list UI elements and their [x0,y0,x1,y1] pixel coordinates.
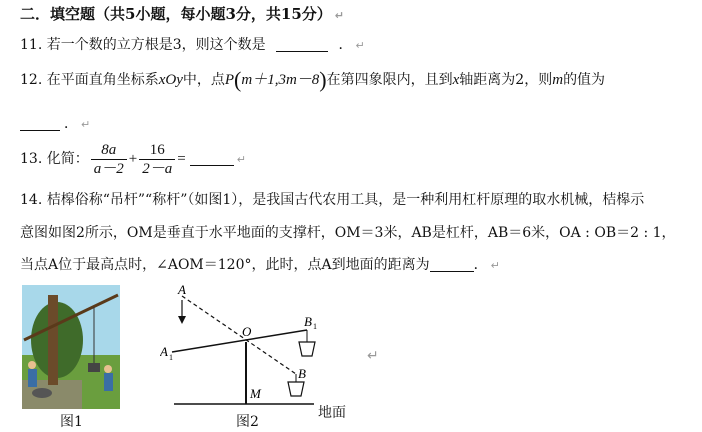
question-14-line-1 [20,190,644,210]
fraction-2-denominator: 2－a [142,160,173,177]
question-14-period: ． [473,257,488,273]
answer-blank-11[interactable] [276,37,328,52]
lever-schematic [160,282,400,412]
label-b: B [298,366,306,381]
fraction-1 [91,141,127,178]
label-a1: A [160,344,168,359]
label-o: O [242,324,252,339]
question-13-number: 13. [20,151,43,167]
coordinate-system-name: xOy [158,72,183,88]
label-a: A [178,282,186,297]
x-axis-symbol: x [452,72,460,88]
close-paren: ) [319,67,327,92]
paragraph-mark-icon: ↵ [334,9,344,22]
question-14-text-2: 意图如图2所示，OM是垂直于水平地面的支撑杆，OM＝3米，AB是杠杆，AB＝6米，OA : OB＝2 : 1， [20,225,676,241]
question-12-answer-line [20,114,90,135]
question-12-text-5: 的值为 [563,72,606,88]
question-14-text-3: 当点A位于最高点时，∠AOM＝120°，此时，点A到地面的距离为 [20,257,430,273]
m-symbol: m [552,72,564,88]
fraction-1-numerator: 8a [91,141,127,160]
paragraph-mark-icon: ↵ [355,39,365,52]
paragraph-mark-icon: ↵ [81,118,91,131]
question-14-line-3 [20,255,500,276]
question-13 [20,140,246,179]
paragraph-mark-icon: ↵ [367,348,379,364]
person-2-body [104,373,113,391]
fraction-2-numerator: 16 [139,141,175,160]
fraction-2 [139,141,175,178]
tree-trunk [48,295,58,385]
question-12-text-2: 中，点 [182,72,225,88]
label-a1-sub: 1 [169,353,173,362]
open-paren: ( [234,67,242,92]
question-14-number: 14. [20,192,43,208]
question-12-text-3: 在第四象限内，且到 [326,72,453,88]
answer-blank-13[interactable] [190,151,234,166]
answer-blank-14[interactable] [430,257,474,272]
question-14-text-1: 桔槔俗称“吊杆”“称杆”（如图1），是我国古代农用工具，是一种利用杠杆原理的取水机械，桔槔示 [46,192,645,208]
question-12-text-1: 在平面直角坐标系 [46,72,159,88]
person-1-body [28,369,37,387]
question-12-number: 12. [20,72,43,88]
label-b1-sub: 1 [313,322,317,331]
question-12-period: ． [64,116,78,132]
fraction-1-denominator: a－2 [93,160,124,177]
plus-sign: + [128,151,138,167]
equals-sign: = [177,151,186,167]
person-2-head [104,365,112,373]
point-p: P [224,72,235,88]
arrow-down-icon [178,316,186,324]
paragraph-mark-icon: ↵ [236,153,246,166]
question-12-text-4: 轴距离为2，则 [459,72,553,88]
well-sweep-illustration [22,285,120,409]
well [32,388,52,398]
ground-label: 地面 [318,405,346,421]
figure-1-illustration [22,285,120,409]
question-11-text: 若一个数的立方根是3，则这个数是 [46,37,266,53]
section-heading-text: 二．填空题（共5小题，每小题3分，共15分） [20,5,332,23]
person-1-head [28,361,36,369]
question-14-line-2 [20,223,676,243]
bucket-b-icon [288,382,304,396]
question-11 [20,35,365,56]
question-11-number: 11. [20,37,43,53]
figure-1-caption: 图1 [60,414,83,430]
label-b1: B [304,314,312,329]
bucket [88,363,100,372]
section-heading [20,4,344,26]
point-coordinates: m＋1,3m－8 [241,72,320,88]
question-13-label: 化简： [46,151,89,167]
paragraph-mark-icon: ↵ [490,259,500,272]
question-11-period: ． [338,37,353,53]
answer-blank-12[interactable] [20,116,60,131]
question-12 [20,67,606,92]
bucket-b1-icon [299,342,315,356]
figure-2-caption: 图2 [236,414,259,430]
label-m: M [250,386,261,401]
lever-a1-b1 [172,330,307,352]
figure-2-diagram [160,282,400,412]
